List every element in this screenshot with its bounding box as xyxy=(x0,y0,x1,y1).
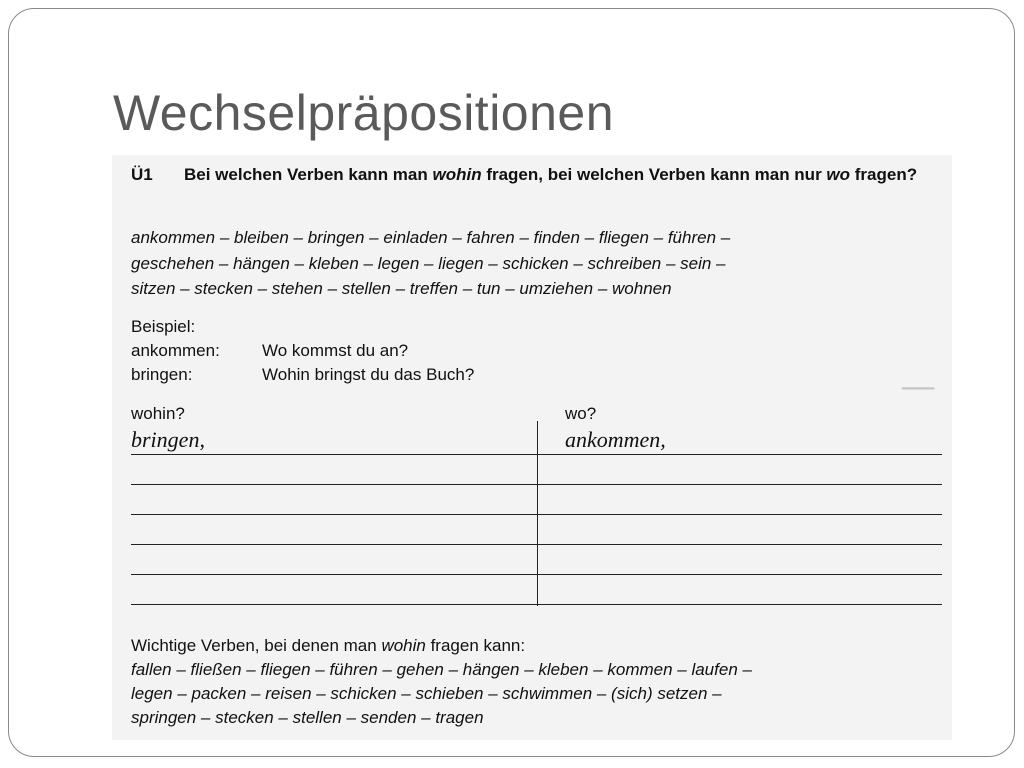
wo-column-header: wo? xyxy=(565,404,597,423)
verb-list-line: ankommen – bleiben – bringen – einladen – fahren – finden – fliegen – führen – xyxy=(131,228,731,247)
exercise-number: Ü1 xyxy=(131,165,153,184)
answer-line xyxy=(131,514,942,515)
example-label: Beispiel: xyxy=(131,317,196,336)
answer-line xyxy=(131,574,942,575)
answer-line xyxy=(131,604,942,605)
important-verbs-line: springen – stecken – stellen – senden – tragen xyxy=(131,708,484,727)
answer-line xyxy=(131,454,942,455)
answer-line xyxy=(131,544,942,545)
verb-list xyxy=(131,225,951,302)
example-row: bringen: Wohin bringst du das Buch? xyxy=(131,365,475,384)
important-verbs-line: legen – packen – reisen – schicken – schieben – schwimmen – (sich) setzen – xyxy=(131,684,722,703)
wohin-answer: bringen, xyxy=(131,427,205,452)
verb-list-line: sitzen – stecken – stehen – stellen – treffen – tun – umziehen – wohnen xyxy=(131,279,672,298)
slide-title: Wechselpräpositionen xyxy=(113,85,615,141)
example-row: ankommen: Wo kommst du an? xyxy=(131,341,409,360)
wo-answer: ankommen, xyxy=(565,427,666,452)
bleed-through-text: ▁▁▁ xyxy=(902,373,935,389)
important-intro: Wichtige Verben, bei denen man wohin fragen kann: xyxy=(131,636,526,655)
answer-line xyxy=(131,484,942,485)
important-verbs-block xyxy=(131,634,951,730)
worksheet-scan xyxy=(112,155,952,740)
example-block xyxy=(131,315,651,387)
exercise-question: Bei welchen Verben kann man wohin fragen, bei welchen Verben kann man nur wo fragen? xyxy=(184,165,918,184)
wohin-column-header: wohin? xyxy=(131,404,185,423)
important-verbs-line: fallen – fließen – fliegen – führen – gehen – hängen – kleben – kommen – laufen – xyxy=(131,660,752,679)
verb-list-line: geschehen – hängen – kleben – legen – liegen – schicken – schreiben – sein – xyxy=(131,253,726,273)
